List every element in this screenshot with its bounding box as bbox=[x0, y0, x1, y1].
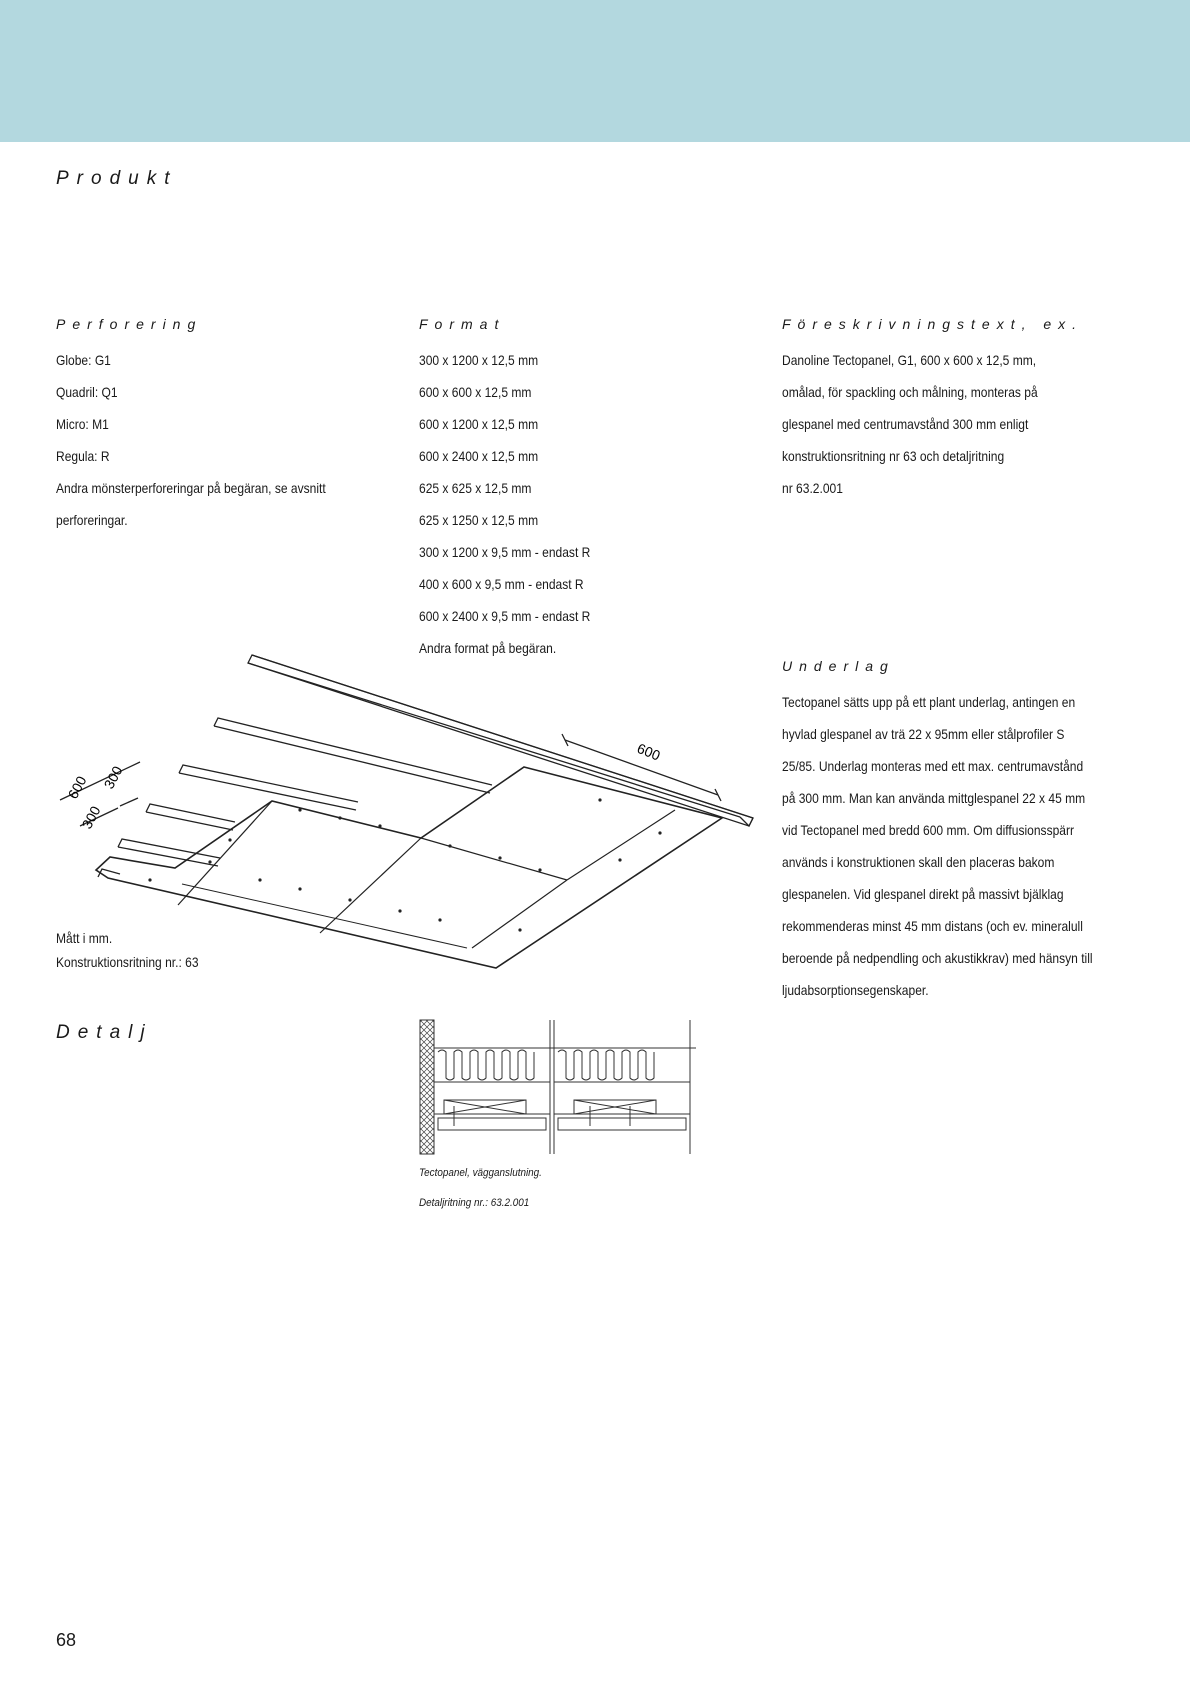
dim-300-a: 300 bbox=[78, 803, 104, 832]
drawing-note bbox=[56, 926, 199, 974]
format-line: 300 x 1200 x 9,5 mm - endast R bbox=[419, 544, 591, 560]
underlag-line: rekommenderas minst 45 mm distans (och ev. mineralull bbox=[782, 918, 1083, 934]
perforering-line: Globe: G1 bbox=[56, 352, 111, 368]
produkt-heading: Produkt bbox=[56, 168, 178, 189]
underlag-heading: Underlag bbox=[782, 658, 895, 674]
underlag-line: beroende på nedpendling och akustikkrav) med hänsyn till bbox=[782, 950, 1093, 966]
dim-600-right: 600 bbox=[634, 739, 663, 764]
foreskrivning-line: omålad, för spackling och målning, monteras på bbox=[782, 384, 1038, 400]
underlag-line: vid Tectopanel med bredd 600 mm. Om diffusionsspärr bbox=[782, 822, 1075, 838]
drawing-note-units: Mått i mm. bbox=[56, 930, 113, 946]
format-line: 625 x 1250 x 12,5 mm bbox=[419, 512, 539, 528]
detail-caption-number: Detaljritning nr.: 63.2.001 bbox=[419, 1197, 530, 1209]
dim-600-left: 600 bbox=[64, 773, 90, 802]
detail-caption-title: Tectopanel, vägganslutning. bbox=[419, 1167, 542, 1179]
perforering-line: Quadril: Q1 bbox=[56, 384, 118, 400]
foreskrivning-heading: Föreskrivningstext, ex. bbox=[782, 316, 1084, 332]
format-line: 400 x 600 x 9,5 mm - endast R bbox=[419, 576, 584, 592]
format-line: 600 x 1200 x 12,5 mm bbox=[419, 416, 539, 432]
format-line: Andra format på begäran. bbox=[419, 640, 557, 656]
detalj-heading: Detalj bbox=[56, 1022, 153, 1043]
format-line: 625 x 625 x 12,5 mm bbox=[419, 480, 532, 496]
page-number: 68 bbox=[56, 1630, 77, 1650]
underlag-line: på 300 mm. Man kan använda mittglespanel 22 x 45 mm bbox=[782, 790, 1086, 806]
underlag-line: används i konstruktionen skall den placeras bakom bbox=[782, 854, 1055, 870]
drawing-note-number: Konstruktionsritning nr.: 63 bbox=[56, 954, 199, 970]
foreskrivning-line: Danoline Tectopanel, G1, 600 x 600 x 12,5 mm, bbox=[782, 352, 1037, 368]
perforering-line: Regula: R bbox=[56, 448, 110, 464]
underlag-line: 25/85. Underlag monteras med ett max. centrumavstånd bbox=[782, 758, 1084, 774]
format-line: 300 x 1200 x 12,5 mm bbox=[419, 352, 539, 368]
perforering-line: perforeringar. bbox=[56, 512, 128, 528]
perforering-heading: Perforering bbox=[56, 316, 203, 332]
dim-300-b: 300 bbox=[100, 763, 126, 792]
perforering-line: Andra mönsterperforeringar på begäran, se avsnitt bbox=[56, 480, 326, 496]
format-line: 600 x 600 x 12,5 mm bbox=[419, 384, 532, 400]
format-line: 600 x 2400 x 9,5 mm - endast R bbox=[419, 608, 591, 624]
underlag-line: ljudabsorptionsegenskaper. bbox=[782, 982, 929, 998]
foreskrivning-line: konstruktionsritning nr 63 och detaljritning bbox=[782, 448, 1005, 464]
underlag-line: Tectopanel sätts upp på ett plant underlag, antingen en bbox=[782, 694, 1076, 710]
underlag-line: hyvlad glespanel av trä 22 x 95mm eller stålprofiler S bbox=[782, 726, 1065, 742]
foreskrivning-line: glespanel med centrumavstånd 300 mm enligt bbox=[782, 416, 1029, 432]
perforering-line: Micro: M1 bbox=[56, 416, 109, 432]
detail-drawing bbox=[418, 1018, 700, 1158]
format-line: 600 x 2400 x 12,5 mm bbox=[419, 448, 539, 464]
underlag-line: glespanelen. Vid glespanel direkt på massivt bjälklag bbox=[782, 886, 1064, 902]
foreskrivning-line: nr 63.2.001 bbox=[782, 480, 843, 496]
format-heading: Format bbox=[419, 316, 506, 332]
detail-caption bbox=[419, 1158, 542, 1218]
